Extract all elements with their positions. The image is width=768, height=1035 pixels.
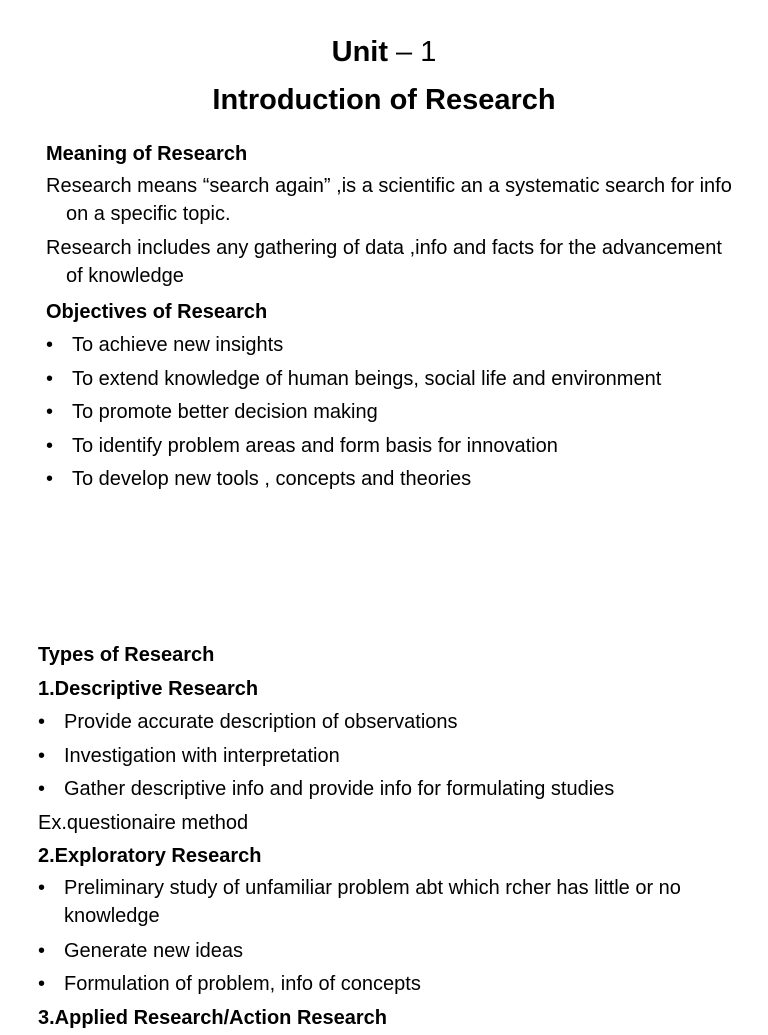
- descriptive-example: Ex.questionaire method: [38, 807, 748, 841]
- bullet-icon: •: [38, 706, 45, 740]
- list-item: [46, 396, 736, 430]
- bullet-icon: •: [46, 463, 53, 497]
- list-item: [38, 773, 748, 807]
- bullet-icon: •: [46, 363, 53, 397]
- meaning-paragraph-1: Research means “search again” ,is a scientific an a systematic search for info on a specific topic.: [46, 172, 736, 228]
- unit-title-bold: Unit: [332, 36, 388, 68]
- objectives-list: [46, 329, 736, 497]
- list-item-text: To identify problem areas and form basis for innovation: [72, 435, 558, 457]
- list-item: [46, 430, 736, 464]
- bullet-icon: •: [38, 874, 45, 902]
- slide-1-content: [46, 138, 736, 497]
- list-item-text: Gather descriptive info and provide info for formulating studies: [64, 778, 614, 800]
- list-item: [46, 463, 736, 497]
- slide-title-block: [0, 28, 768, 124]
- list-item-text: To promote better decision making: [72, 401, 378, 423]
- list-item: [38, 740, 748, 774]
- unit-title-number: – 1: [388, 36, 436, 68]
- list-item: [38, 935, 748, 969]
- exploratory-list: [38, 874, 748, 1002]
- bullet-icon: •: [38, 968, 45, 1002]
- bullet-icon: •: [38, 935, 45, 969]
- unit-title: [0, 28, 768, 76]
- types-heading: Types of Research: [38, 639, 748, 673]
- list-item-text: Preliminary study of unfamiliar problem abt which rcher has little or no knowledge: [64, 877, 681, 927]
- list-item-text: To develop new tools , concepts and theories: [72, 468, 471, 490]
- slide-2-content: [38, 639, 748, 1035]
- list-item: [38, 874, 748, 930]
- meaning-paragraph-2: Research includes any gathering of data ,info and facts for the advancement of knowledge: [46, 234, 736, 290]
- applied-heading: 3.Applied Research/Action Research: [38, 1002, 748, 1035]
- bullet-icon: •: [46, 329, 53, 363]
- list-item-text: Generate new ideas: [64, 940, 243, 962]
- list-item: [38, 968, 748, 1002]
- list-item-text: To achieve new insights: [72, 334, 283, 356]
- meaning-heading: Meaning of Research: [46, 138, 736, 172]
- list-item: [46, 329, 736, 363]
- list-item: [38, 706, 748, 740]
- bullet-icon: •: [38, 773, 45, 807]
- page-title: Introduction of Research: [0, 76, 768, 124]
- list-item-text: Formulation of problem, info of concepts: [64, 973, 421, 995]
- list-item-text: Investigation with interpretation: [64, 745, 340, 767]
- bullet-icon: •: [46, 430, 53, 464]
- descriptive-heading: 1.Descriptive Research: [38, 673, 748, 707]
- list-item-text: To extend knowledge of human beings, social life and environment: [72, 368, 661, 390]
- objectives-heading: Objectives of Research: [46, 296, 736, 330]
- bullet-icon: •: [46, 396, 53, 430]
- exploratory-heading: 2.Exploratory Research: [38, 840, 748, 874]
- list-item: [46, 363, 736, 397]
- descriptive-list: [38, 706, 748, 807]
- list-item-text: Provide accurate description of observations: [64, 711, 458, 733]
- bullet-icon: •: [38, 740, 45, 774]
